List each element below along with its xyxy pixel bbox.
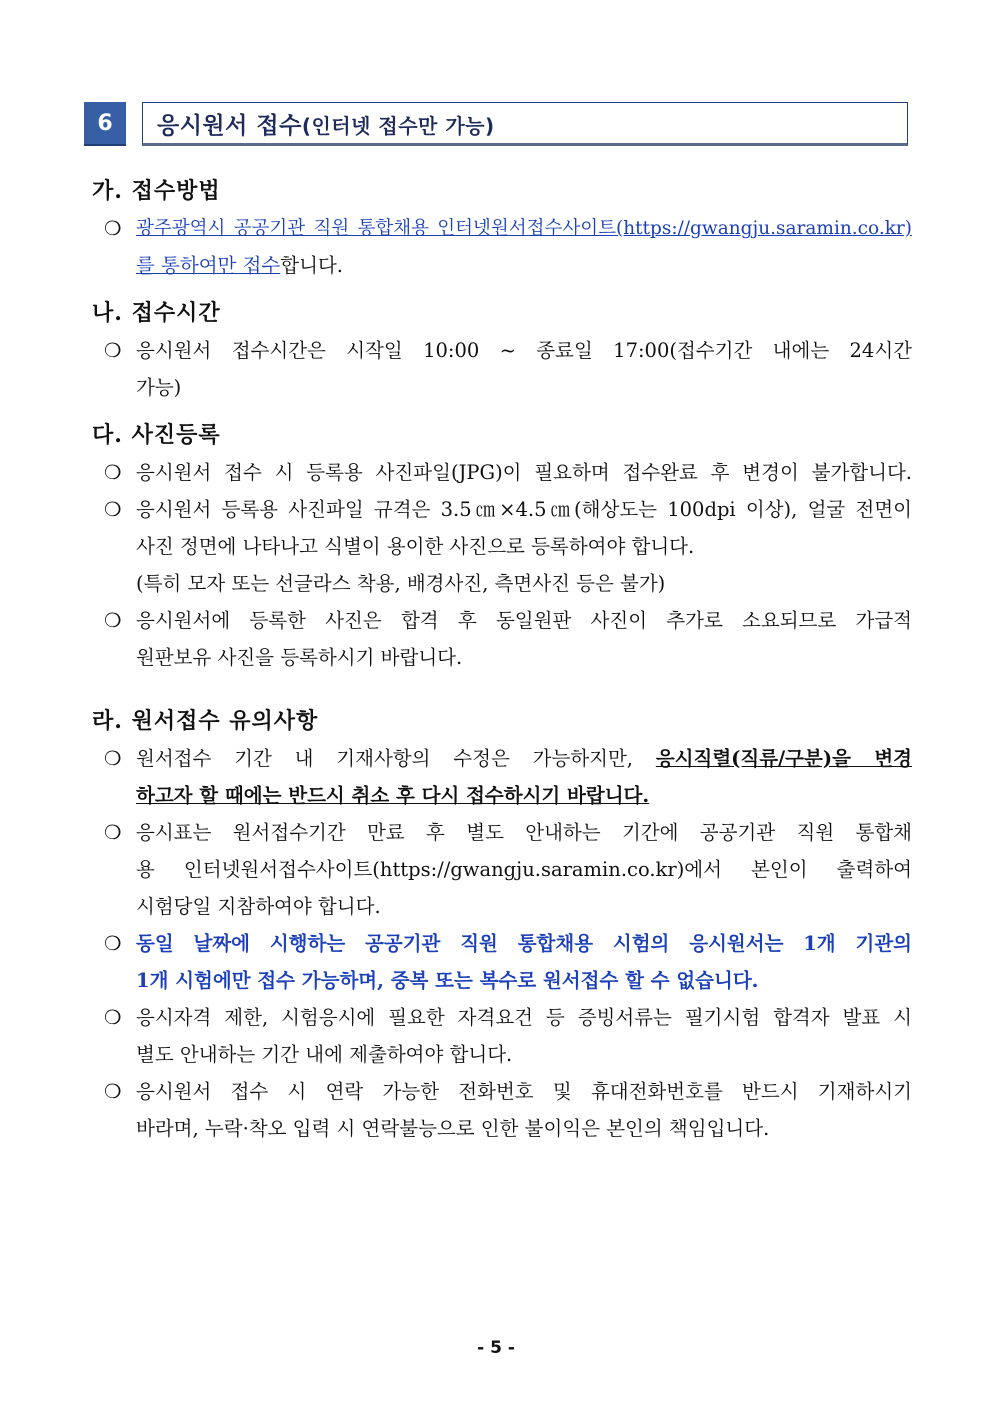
ra-item2-line2: 용 인터넷원서접수사이트(https://gwangju.saramin.co.kr)에서 본인이 출력하여 — [136, 858, 912, 881]
bullet-icon: ❍ — [104, 217, 122, 240]
ra-item5-line1: 응시원서 접수 시 연락 가능한 전화번호 및 휴대전화번호를 반드시 기재하시기 — [136, 1080, 912, 1103]
heading-na: 나. 접수시간 — [92, 300, 221, 326]
bullet-icon: ❍ — [104, 932, 122, 955]
na-item1-line1: 응시원서 접수시간은 시작일 10:00 ~ 종료일 17:00(접수기간 내에는 24시간 — [136, 339, 912, 362]
da-item3-line2: 원판보유 사진을 등록하시기 바랍니다. — [136, 646, 463, 669]
bullet-icon: ❍ — [104, 609, 122, 632]
section-title — [157, 107, 495, 140]
bullet-icon: ❍ — [104, 498, 122, 521]
list-item — [104, 491, 912, 602]
da-item3-line1: 응시원서에 등록한 사진은 합격 후 동일원판 사진이 추가로 소요되므로 가급적 — [136, 609, 912, 632]
ra-item3-line1: 동일 날짜에 시행하는 공공기관 직원 통합채용 시험의 응시원서는 1개 기관의 — [136, 932, 912, 955]
list-item — [104, 210, 912, 284]
section-subtitle: (인터넷 접수만 가능) — [301, 113, 495, 138]
list-item — [104, 602, 912, 676]
bullet-icon: ❍ — [104, 339, 122, 362]
bullet-icon: ❍ — [104, 1080, 122, 1103]
ra-item2-line3: 시험당일 지참하여야 합니다. — [136, 895, 381, 918]
bullet-icon: ❍ — [104, 461, 122, 484]
ra-item3-line2: 1개 시험에만 접수 가능하며, 중복 또는 복수로 원서접수 할 수 없습니다. — [136, 969, 759, 992]
signup-site-link-cont[interactable]: 를 통하여만 접수 — [136, 254, 281, 277]
list-item — [104, 925, 912, 999]
ra-item5-line2: 바라며, 누락·착오 입력 시 연락불능으로 인한 불이익은 본인의 책임입니다. — [136, 1117, 770, 1140]
na-item1-line2: 가능) — [136, 376, 182, 399]
ra-item1-emphasis: 응시직렬(직류/구분)을 변경 — [655, 747, 912, 770]
ra-item1-plain: 원서접수 기간 내 기재사항의 수정은 가능하지만, — [136, 747, 656, 770]
list-item — [104, 1073, 912, 1147]
bullet-icon: ❍ — [104, 821, 122, 844]
ra-item4-line2: 별도 안내하는 기간 내에 제출하여야 합니다. — [136, 1043, 513, 1066]
page-number: - 5 - — [477, 1338, 515, 1358]
list-item — [104, 454, 912, 491]
list-item — [104, 740, 912, 814]
ra-item1-emphasis-cont: 하고자 할 때에는 반드시 취소 후 다시 접수하시기 바랍니다. — [136, 784, 650, 807]
bullet-icon: ❍ — [104, 747, 122, 770]
section-header — [84, 102, 908, 146]
heading-ra: 라. 원서접수 유의사항 — [92, 708, 319, 734]
da-item2-line3: (특히 모자 또는 선글라스 착용, 배경사진, 측면사진 등은 불가) — [136, 572, 666, 595]
section-title-box — [142, 102, 908, 146]
da-item2-line1: 응시원서 등록용 사진파일 규격은 3.5㎝×4.5㎝(해상도는 100dpi 이상), 얼굴 전면이 — [136, 498, 912, 521]
da-item1: 응시원서 접수 시 등록용 사진파일(JPG)이 필요하며 접수완료 후 변경이 불가합니다. — [136, 461, 912, 484]
list-item — [104, 814, 912, 925]
heading-ga: 가. 접수방법 — [92, 178, 221, 204]
list-item — [104, 332, 912, 406]
bullet-icon: ❍ — [104, 1006, 122, 1029]
ga-item1-rest: 합니다. — [280, 254, 343, 277]
section-title-main: 응시원서 접수 — [157, 112, 302, 139]
ra-item2-line1: 응시표는 원서접수기간 만료 후 별도 안내하는 기간에 공공기관 직원 통합채 — [136, 821, 912, 844]
heading-da: 다. 사진등록 — [92, 422, 221, 448]
list-item — [104, 999, 912, 1073]
signup-site-link[interactable]: 광주광역시 공공기관 직원 통합채용 인터넷원서접수사이트(https://gwangju.saramin.co.kr) — [136, 218, 912, 239]
ra-item4-line1: 응시자격 제한, 시험응시에 필요한 자격요건 등 증빙서류는 필기시험 합격자 발표 시 — [136, 1006, 912, 1029]
da-item2-line2: 사진 정면에 나타나고 식별이 용이한 사진으로 등록하여야 합니다. — [136, 535, 695, 558]
section-number: 6 — [84, 102, 126, 146]
